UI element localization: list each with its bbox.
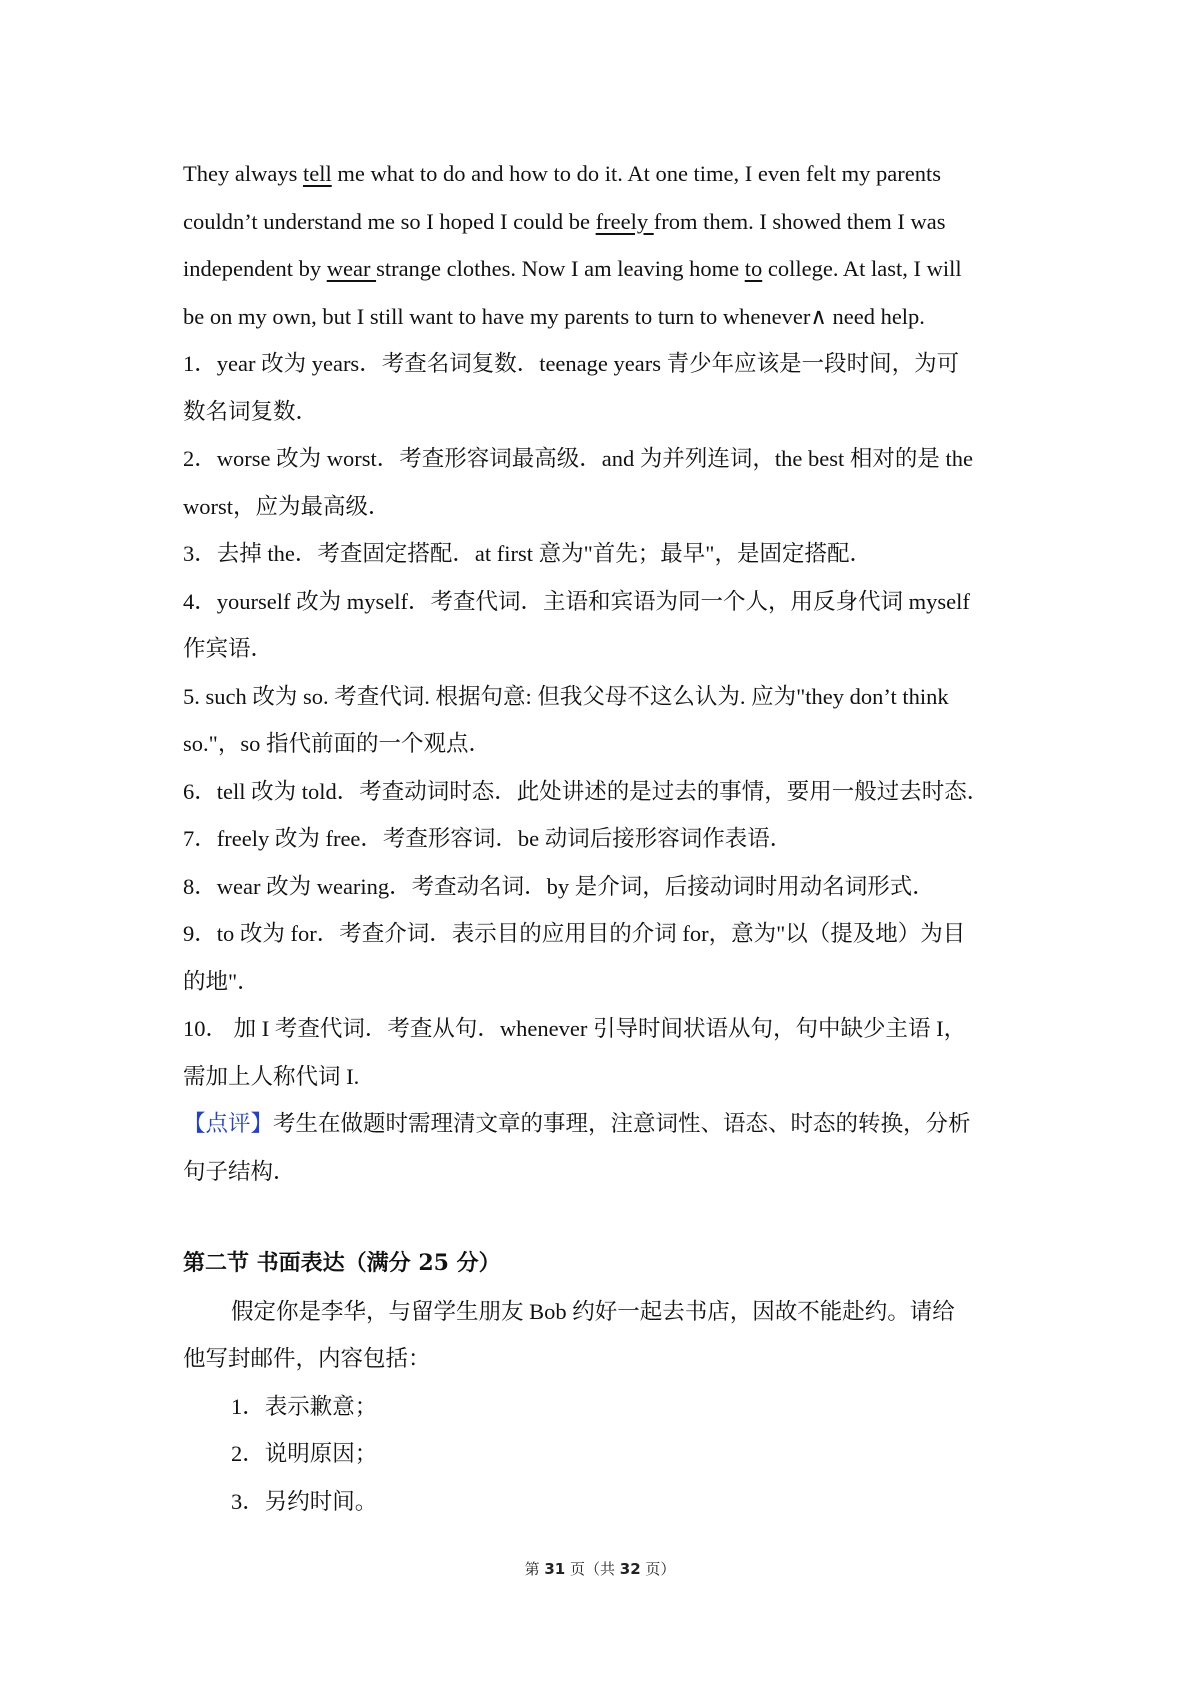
answer-4-line-2: 作宾语．: [183, 636, 274, 661]
answer-9-line-2: 的地"．: [183, 968, 260, 994]
error-word-to: to: [744, 256, 763, 281]
section-gap: [183, 1195, 1025, 1240]
passage-text: strange clothes. Now I am leaving home: [376, 256, 745, 281]
section-intro-line-1: 假定你是李华，与留学生朋友 Bob 约好一起去书店，因故不能赴约。请给: [231, 1298, 955, 1324]
answer-2-line-1: 2．worse 改为 worst．考查形容词最高级．and 为并列连词，the best 相对的是 the: [183, 446, 973, 471]
passage-line-2: [183, 198, 1025, 246]
answer-4-line-1: 4．yourself 改为 myself．考查代词．主语和宾语为同一个人，用反身代词 myself: [183, 588, 970, 614]
passage-line-3: [183, 245, 1025, 293]
passage-text: They always: [183, 161, 303, 186]
list-item: 2．说明原因；: [231, 1441, 378, 1466]
answer-5-line-1: 5. such 改为 so. 考查代词. 根据句意: 但我父母不这么认为. 应为"they don’t think: [183, 683, 949, 709]
answer-9-line-1: 9．to 改为 for．考查介词．表示目的应用目的介词 for，意为"以（提及地）为目: [183, 921, 966, 946]
footer-text: 第: [524, 1560, 545, 1578]
comment-line-2: 句子结构．: [183, 1158, 296, 1184]
comment-tag: 【点评】: [183, 1111, 274, 1136]
error-word-wear: wear: [326, 256, 377, 281]
page-footer: [0, 1558, 1200, 1579]
answer-7: 7．freely 改为 free．考查形容词．be 动词后接形容词作表语．: [183, 826, 793, 851]
answer-8: 8．wear 改为 wearing．考查动名词．by 是介词，后接动词时用动名词形式．: [183, 873, 935, 899]
answer-10-line-2: 需加上人称代词 I.: [183, 1063, 360, 1089]
list-item: 3．另约时间。: [231, 1488, 378, 1514]
passage-text: college. At last, I will: [762, 256, 962, 281]
total-pages: 32: [619, 1560, 641, 1578]
page-content: [183, 150, 1025, 1525]
answer-3: 3．去掉 the．考查固定搭配．at first 意为"首先；最早"，是固定搭配．: [183, 541, 872, 566]
passage-text: from them. I showed them I was: [653, 208, 946, 234]
section-intro-line-2: 他写封邮件，内容包括：: [183, 1346, 431, 1371]
answer-5-line-2: so."，so 指代前面的一个观点．: [183, 731, 491, 756]
comment-line-1: [183, 1100, 1025, 1148]
answer-10-line-1: 10． 加 I 考查代词．考查从句．whenever 引导时间状语从句，句中缺少主语 I，: [183, 1016, 967, 1041]
passage-text: me what to do and how to do it. At one time, I even felt my parents: [331, 161, 941, 186]
answer-2-line-2: worst，应为最高级．: [183, 493, 391, 519]
footer-text: 页（共: [565, 1560, 620, 1578]
answer-1-line-2: 数名词复数．: [183, 398, 319, 424]
list-item: 1．表示歉意；: [231, 1393, 378, 1419]
answer-6: 6．tell 改为 told．考查动词时态．此处讲述的是过去的事情，要用一般过去时态．: [183, 778, 990, 804]
answer-1-line-1: 1．year 改为 years．考查名词复数．teenage years 青少年应该是一段时间，为可: [183, 351, 960, 376]
passage-line-4: be on my own, but I still want to have my parents to turn to whenever∧ need help.: [183, 303, 925, 329]
footer-text: 页）: [640, 1560, 676, 1578]
passage-text: independent by: [183, 256, 327, 281]
error-word-freely: freely: [595, 208, 654, 234]
page-number: 31: [544, 1560, 566, 1578]
passage-line-1: [183, 150, 1025, 198]
section-title: 第二节 书面表达（满分 25 分）: [183, 1250, 501, 1276]
passage-text: couldn’t understand me so I hoped I could be: [183, 208, 596, 234]
comment-text: 考生在做题时需理清文章的事理，注意词性、语态、时态的转换，分析: [273, 1111, 971, 1136]
error-word-tell: tell: [302, 161, 332, 186]
